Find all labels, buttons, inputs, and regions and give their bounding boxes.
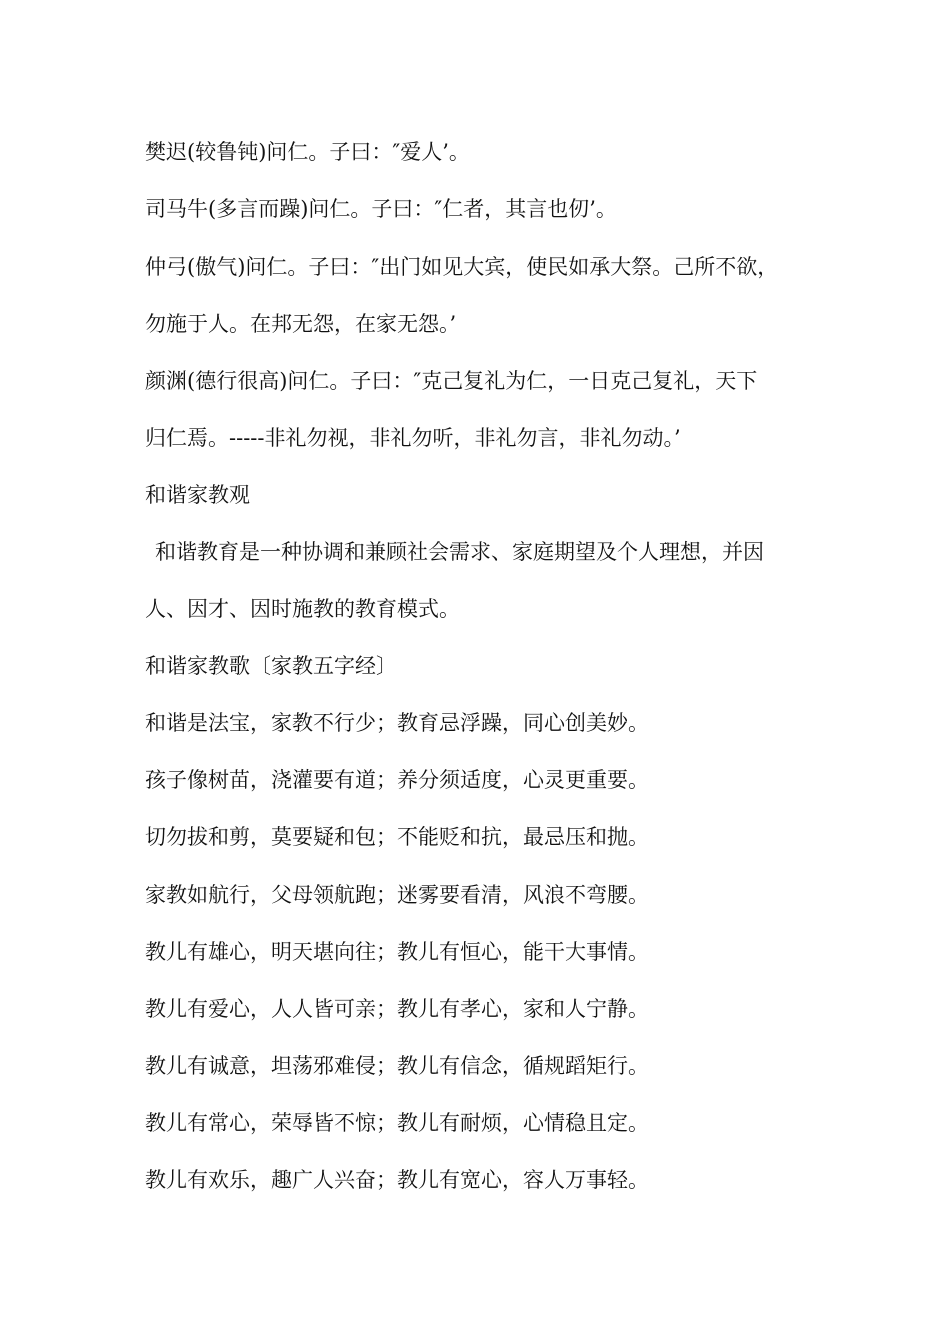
text-line: 人、因才、因时施教的教育模式。	[145, 597, 460, 621]
verse-line: 家教如航行，父母领航跑；迷雾要看清，风浪不弯腰。	[145, 883, 649, 907]
section-heading: 和谐家教歌〔家教五字经〕	[145, 654, 397, 678]
verse-line: 教儿有常心，荣辱皆不惊；教儿有耐烦，心情稳且定。	[145, 1111, 649, 1135]
verse-line: 教儿有爱心，人人皆可亲；教儿有孝心，家和人宁静。	[145, 997, 649, 1021]
verse-line: 教儿有欢乐，趣广人兴奋；教儿有宽心，容人万事轻。	[145, 1168, 649, 1192]
verse-line: 教儿有雄心，明天堪向往；教儿有恒心，能干大事情。	[145, 940, 649, 964]
section-heading: 和谐家教观	[145, 483, 250, 507]
text-line: 归仁焉。-----非礼勿视，非礼勿听，非礼勿言，非礼勿动。’	[145, 426, 681, 450]
text-line: 樊迟(较鲁钝)问仁。子曰：″爱人’。	[145, 140, 470, 164]
text-line: 和谐教育是一种协调和兼顾社会需求、家庭期望及个人理想，并因	[155, 540, 764, 564]
text-line: 仲弓(傲气)问仁。子曰：″出门如见大宾，使民如承大祭。己所不欲，	[145, 255, 779, 279]
verse-line: 和谐是法宝，家教不行少；教育忌浮躁，同心创美妙。	[145, 711, 649, 735]
verse-line: 教儿有诚意，坦荡邪难侵；教儿有信念，循规蹈矩行。	[145, 1054, 649, 1078]
verse-line: 孩子像树苗，浇灌要有道；养分须适度，心灵更重要。	[145, 768, 649, 792]
text-line: 司马牛(多言而躁)问仁。子曰：″仁者，其言也仞’。	[145, 197, 617, 221]
verse-line: 切勿拔和剪，莫要疑和包；不能贬和抗，最忌压和抛。	[145, 825, 649, 849]
text-line: 颜渊(德行很高)问仁。子曰：″克己复礼为仁，一日克己复礼，天下	[145, 369, 758, 393]
text-line: 勿施于人。在邦无怨，在家无怨。’	[145, 312, 457, 336]
